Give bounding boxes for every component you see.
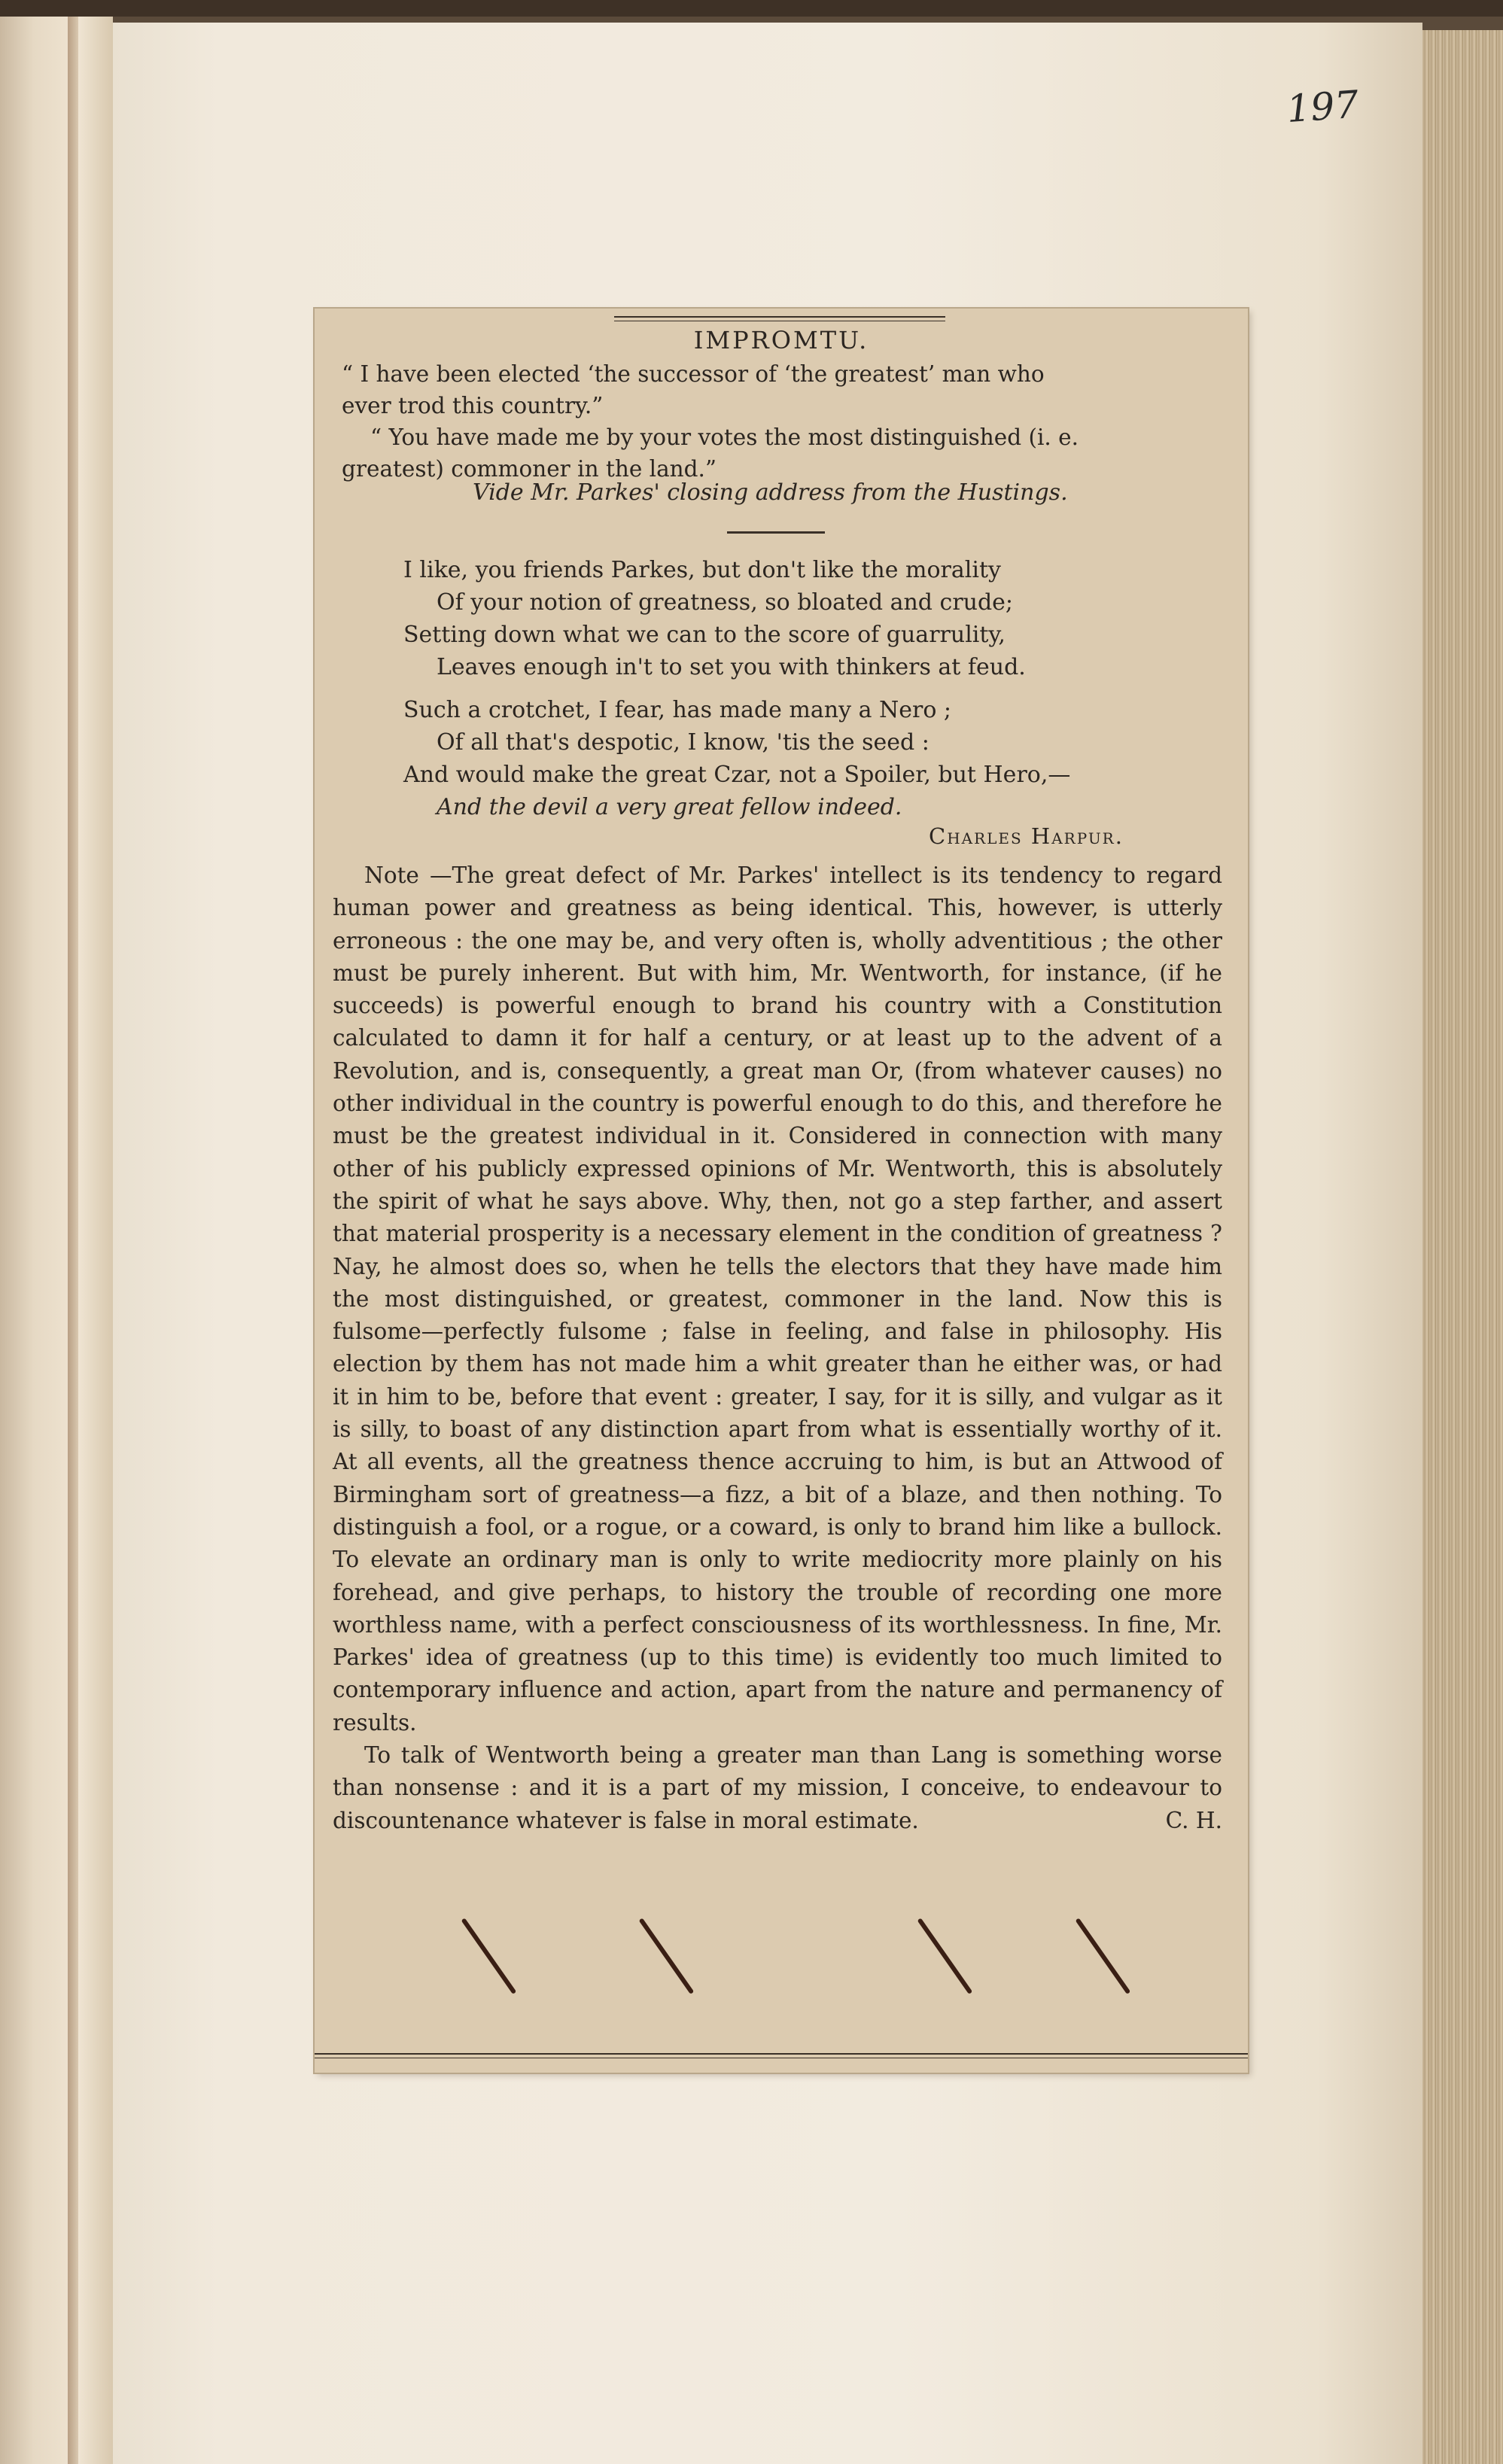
verse-line: Setting down what we can to the score of guarrulity, bbox=[403, 622, 1006, 648]
editorial-note bbox=[333, 859, 1222, 1837]
scanner-edge-top bbox=[0, 0, 1503, 17]
note-paragraph bbox=[333, 1739, 1222, 1837]
facing-page-edge bbox=[0, 17, 113, 2464]
verse-line: And the devil a very great fellow indeed. bbox=[437, 794, 902, 820]
epigraph-attribution: Vide Mr. Parkes' closing address from the Hustings. bbox=[473, 479, 1068, 506]
facing-page-gutter bbox=[68, 17, 78, 2464]
folio-number: 197 bbox=[1285, 82, 1360, 132]
pen-strike-mark bbox=[917, 1918, 973, 1994]
pen-strike-mark bbox=[1076, 1918, 1131, 1994]
newspaper-clipping bbox=[315, 309, 1248, 2073]
verse-line: Of all that's despotic, I know, 'tis the seed : bbox=[437, 729, 929, 756]
verse-line: Of your notion of greatness, so bloated and crude; bbox=[437, 589, 1014, 616]
epigraph-line: “ You have made me by your votes the most distinguished (i. e. bbox=[370, 424, 1079, 450]
verse-signature: Charles Harpur. bbox=[929, 823, 1124, 849]
pen-strike-mark bbox=[639, 1918, 695, 1994]
verse-line: I like, you friends Parkes, but don't like the morality bbox=[403, 557, 1001, 583]
pen-strike-mark bbox=[461, 1918, 517, 1994]
top-rule bbox=[614, 316, 945, 318]
separator-rule bbox=[727, 531, 825, 534]
page-block-edges bbox=[1422, 30, 1503, 2464]
verse-line: Such a crotchet, I fear, has made many a Nero ; bbox=[403, 697, 952, 723]
verse-line: And would make the great Czar, not a Spoiler, but Hero,— bbox=[403, 762, 1071, 788]
note-paragraph: Note —The great defect of Mr. Parkes' intellect is its tendency to regard human power and greatness as being identical. This, however, is utterly erroneous : the one may be, and very often is, wholly adventitious ; the other must be purely inherent. But with him, Mr. Wentworth, for instance, (if he succeeds) is powerful enough to brand his country with a Constitution calculated to damn it for half a century, or at least up to the advent of a Revolution, and is, consequently, a great man Or, (from whatever causes) no other individual in the country is powerful enough to do this, and therefore he must be the greatest individual in it. Considered in connection with many other of his publicly expressed opinions of Mr. Wentworth, this is absolutely the spirit of what he says above. Why, then, not go a step farther, and assert that material prosperity is a necessary element in the condition of greatness ? Nay, he almost does so, when he tells the electors that they have made him the most distinguished, or greatest, commoner in the land. Now this is fulsome—perfectly fulsome ; false in feeling, and false in philosophy. His election by them has not made him a whit greater than he either was, or had it in him to be, before that event : greater, I say, for it is silly, and vulgar as it is silly, to boast of any distinction apart from what is essentially worthy of it. At all events, all the greatness thence accruing to him, is but an Attwood of Birmingham sort of greatness—a fizz, a bit of a blaze, and then nothing. To distinguish a fool, or a rogue, or a coward, is only to brand him like a bullock. To elevate an ordinary man is only to write mediocrity more plainly on his forehead, and give perhaps, to history the trouble of recording one more worthless name, with a perfect consciousness of its worthlessness. In fine, Mr. Parkes' idea of greatness (up to this time) is evidently too much limited to contemporary influence and action, apart from the nature and permanency of results. bbox=[333, 862, 1222, 1735]
epigraph-line: ever trod this country.” bbox=[342, 393, 604, 418]
bottom-rule bbox=[315, 2053, 1248, 2055]
epigraph-line: greatest) commoner in the land.” bbox=[342, 456, 717, 482]
verse-line: Leaves enough in't to set you with thinkers at feud. bbox=[437, 654, 1026, 680]
epigraph-line: “ I have been elected ‘the successor of ‘the greatest’ man who bbox=[342, 361, 1045, 387]
note-signature: C. H. bbox=[1165, 1807, 1222, 1833]
note-paragraph-text: To talk of Wentworth being a greater man than Lang is something worse than nonsense : and it is a part of my mission, I conceive, to endeavour to discountenance whatever is false in moral estimate. bbox=[333, 1742, 1222, 1833]
poem-title: IMPROMTU. bbox=[693, 326, 869, 354]
